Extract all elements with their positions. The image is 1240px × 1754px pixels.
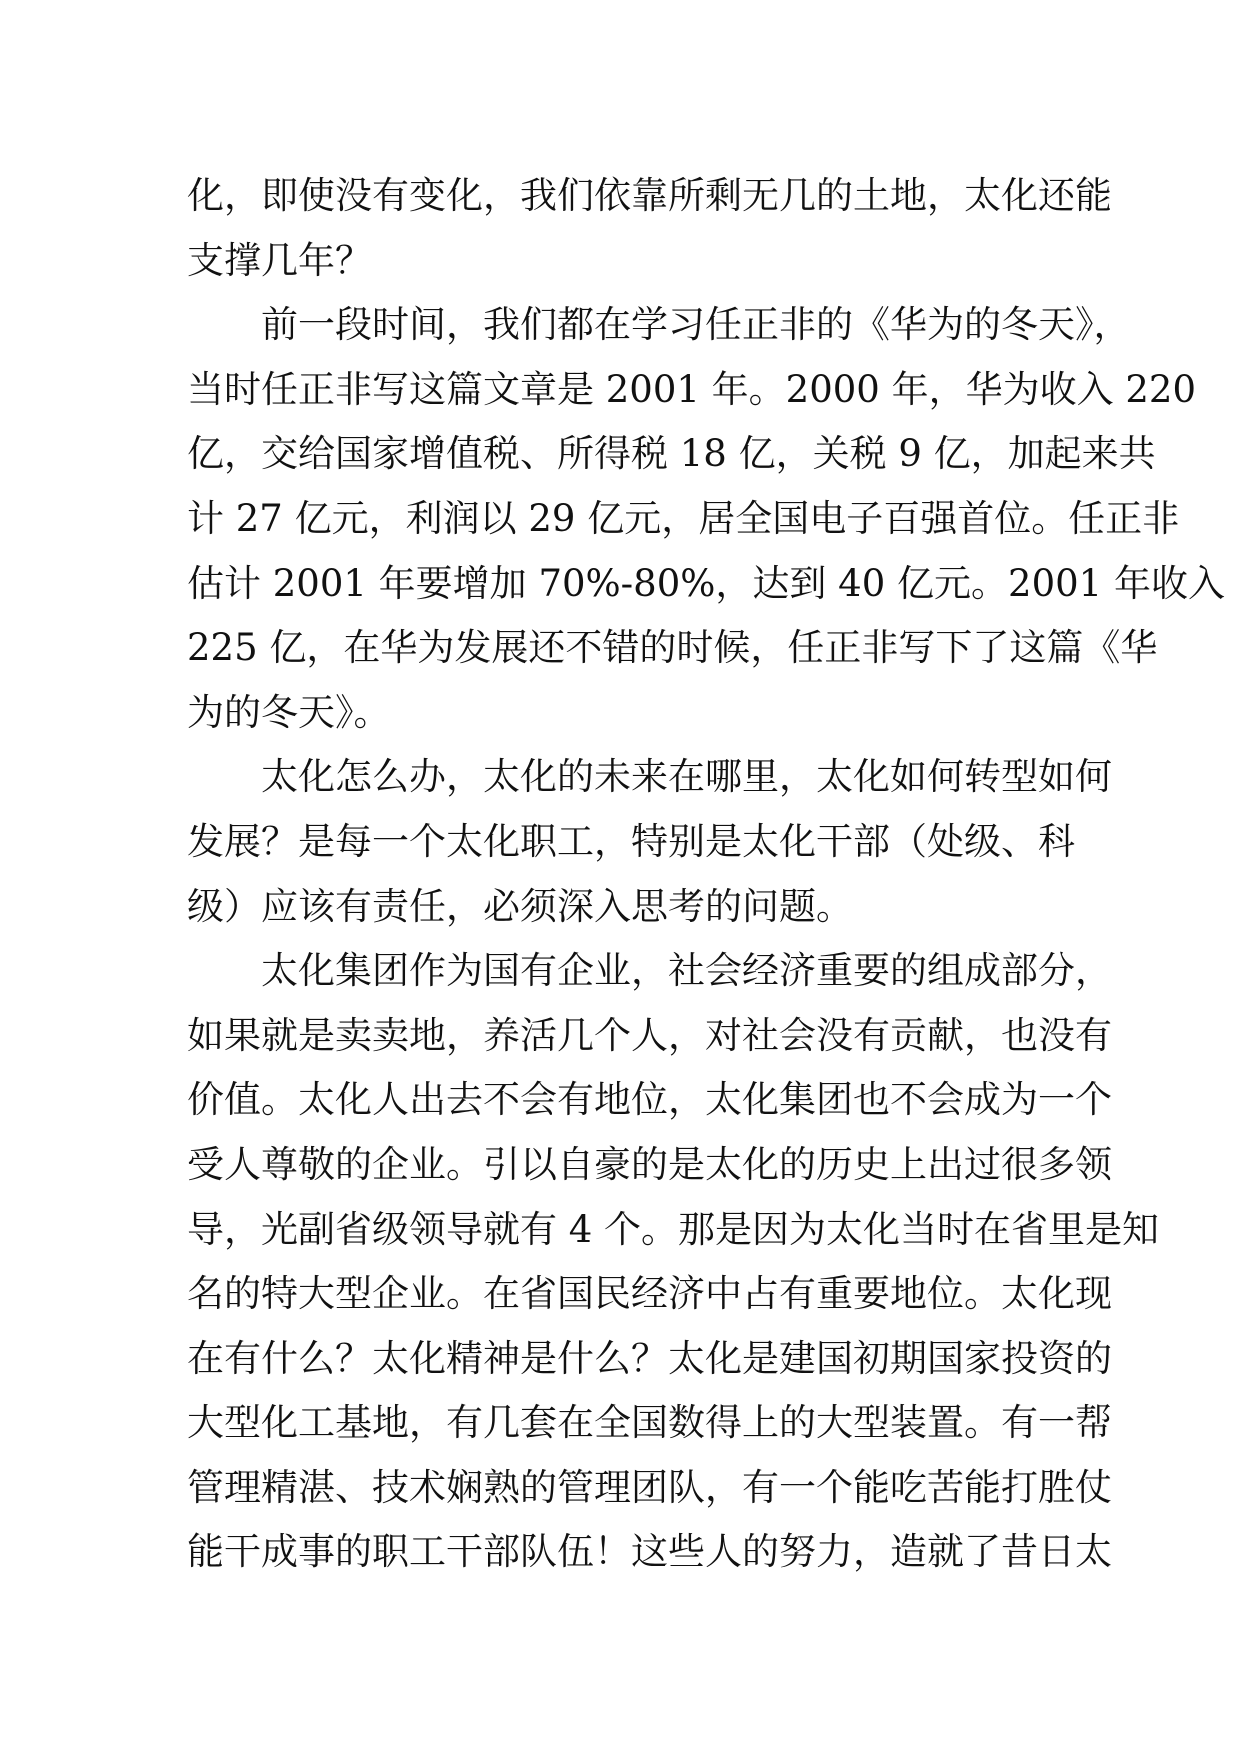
text-line: 管理精湛、技术娴熟的管理团队，有一个能吃苦能打胜仗 (187, 1465, 1112, 1509)
text-line: 支撑几年？ (187, 238, 372, 282)
text-line: 受人尊敬的企业。引以自豪的是太化的历史上出过很多领 (187, 1142, 1112, 1186)
text-line: 如果就是卖卖地，养活几个人，对社会没有贡献，也没有 (187, 1013, 1112, 1057)
text-line: 名的特大型企业。在省国民经济中占有重要地位。太化现 (187, 1272, 1112, 1316)
text-line: 化，即使没有变化，我们依靠所剩无几的土地，太化还能 (187, 174, 1112, 217)
text-line: 价值。太化人出去不会有地位，太化集团也不会成为一个 (187, 1078, 1112, 1122)
text-line: 导，光副省级领导就有 4 个。那是因为太化当时在省里是知 (187, 1207, 1160, 1251)
text-line: 225 亿，在华为发展还不错的时候，任正非写下了这篇《华 (187, 626, 1158, 670)
body-text (187, 164, 1225, 1585)
text-line: 太化集团作为国有企业，社会经济重要的组成部分， (261, 949, 1112, 993)
text-line: 计 27 亿元，利润以 29 亿元，居全国电子百强首位。任正非 (187, 496, 1180, 540)
text-line: 前一段时间，我们都在学习任正非的《华为的冬天》， (261, 303, 1131, 347)
text-line: 太化怎么办，太化的未来在哪里，太化如何转型如何 (261, 755, 1112, 799)
text-line: 为的冬天》。 (187, 690, 391, 734)
text-line: 在有什么？太化精神是什么？太化是建国初期国家投资的 (187, 1336, 1112, 1380)
text-line: 级）应该有责任，必须深入思考的问题。 (187, 884, 853, 928)
text-line: 能干成事的职工干部队伍！这些人的努力，造就了昔日太 (187, 1530, 1112, 1574)
text-line: 亿，交给国家增值税、所得税 18 亿，关税 9 亿，加起来共 (187, 432, 1156, 476)
text-line: 大型化工基地，有几套在全国数得上的大型装置。有一帮 (187, 1401, 1112, 1445)
text-line: 估计 2001 年要增加 70%-80%，达到 40 亿元。2001 年收入 (187, 561, 1225, 605)
text-line: 当时任正非写这篇文章是 2001 年。2000 年，华为收入 220 (187, 367, 1196, 411)
text-line: 发展？是每一个太化职工，特别是太化干部（处级、科 (187, 819, 1075, 863)
